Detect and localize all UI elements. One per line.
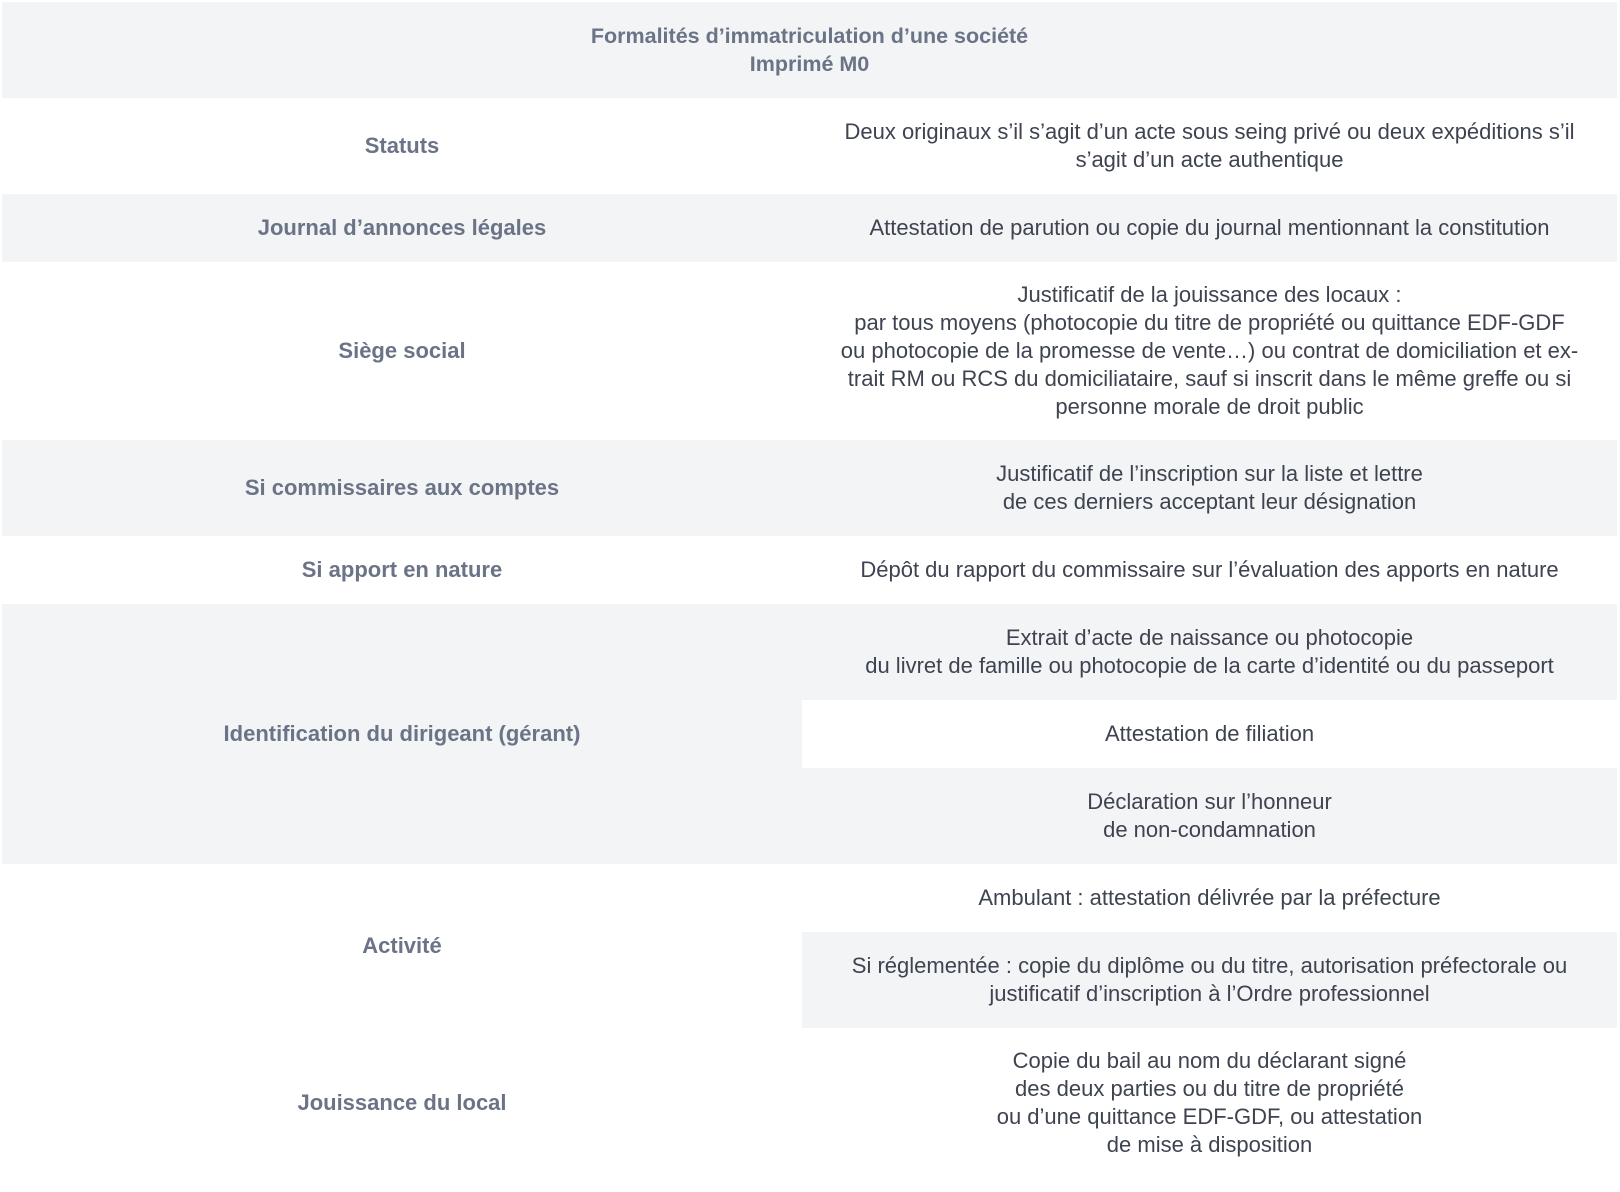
table-title: Formalités d’immatriculation d’une société <box>590 24 1029 48</box>
row-value <box>802 864 1617 932</box>
value-line: ou d’une quittance EDF-GDF, ou attestation <box>996 1104 1423 1129</box>
row-siege <box>2 262 1617 440</box>
value-line: Attestation de filiation <box>1104 721 1315 746</box>
value-line: Deux originaux s’il s’agit d’un acte sous seing privé ou deux expéditions s’il <box>844 119 1575 144</box>
row-value <box>802 440 1617 536</box>
row-activite <box>2 864 1617 932</box>
value-line: des deux parties ou du titre de propriété <box>1015 1076 1404 1101</box>
row-label: Statuts <box>364 133 440 158</box>
row-journal <box>2 194 1617 262</box>
value-line: s’agit d’un acte authentique <box>1075 147 1344 172</box>
row-dirigeant <box>2 604 1617 700</box>
value-line: Copie du bail au nom du déclarant signé <box>1012 1048 1407 1073</box>
table-header-row <box>2 2 1617 98</box>
row-label: Journal d’annonces légales <box>257 215 547 240</box>
value-line: du livret de famille ou photocopie de la carte d’identité ou du passeport <box>865 653 1554 678</box>
value-line: personne morale de droit public <box>1055 394 1364 419</box>
row-jouissance <box>2 1028 1617 1178</box>
row-value <box>802 768 1617 864</box>
value-line: Si réglementée : copie du diplôme ou du titre, autorisation préfectorale ou <box>851 953 1568 978</box>
value-line: ou photocopie de la promesse de vente…) ou contrat de domiciliation et ex- <box>840 338 1579 363</box>
value-line: de non-condamnation <box>1103 817 1316 842</box>
row-value <box>802 700 1617 768</box>
row-value <box>802 604 1617 700</box>
value-line: Dépôt du rapport du commissaire sur l’évaluation des apports en nature <box>860 557 1559 582</box>
row-label: Si commissaires aux comptes <box>244 475 560 500</box>
row-statuts <box>2 98 1617 194</box>
value-line: trait RM ou RCS du domiciliataire, sauf si inscrit dans le même greffe ou si <box>847 366 1572 391</box>
formalities-table <box>2 2 1617 1178</box>
row-apport <box>2 536 1617 604</box>
row-commissaires <box>2 440 1617 536</box>
row-label: Jouissance du local <box>297 1090 507 1115</box>
table-subtitle: Imprimé M0 <box>749 52 870 76</box>
value-line: Ambulant : attestation délivrée par la préfecture <box>978 885 1441 910</box>
row-label: Identification du dirigeant (gérant) <box>2 604 802 864</box>
row-value <box>802 536 1617 604</box>
value-line: Attestation de parution ou copie du journal mentionnant la constitution <box>869 215 1550 240</box>
row-value <box>802 1028 1617 1178</box>
value-line: Déclaration sur l’honneur <box>1087 789 1332 814</box>
row-label: Siège social <box>338 338 466 363</box>
row-value <box>802 98 1617 194</box>
table-header <box>2 2 1617 98</box>
row-value <box>802 194 1617 262</box>
row-value <box>802 932 1617 1028</box>
value-line: de mise à disposition <box>1106 1132 1313 1157</box>
row-label: Si apport en nature <box>301 557 503 582</box>
value-line: Justificatif de l’inscription sur la liste et lettre <box>996 461 1423 486</box>
value-line: de ces derniers acceptant leur désignation <box>1002 489 1417 514</box>
value-line: justificatif d’inscription à l’Ordre professionnel <box>989 981 1430 1006</box>
row-value <box>802 262 1617 440</box>
value-line: Extrait d’acte de naissance ou photocopie <box>1005 625 1414 650</box>
value-line: Justificatif de la jouissance des locaux : <box>1017 282 1402 307</box>
row-label: Activité <box>2 864 802 1028</box>
value-line: par tous moyens (photocopie du titre de propriété ou quittance EDF-GDF <box>854 310 1565 335</box>
